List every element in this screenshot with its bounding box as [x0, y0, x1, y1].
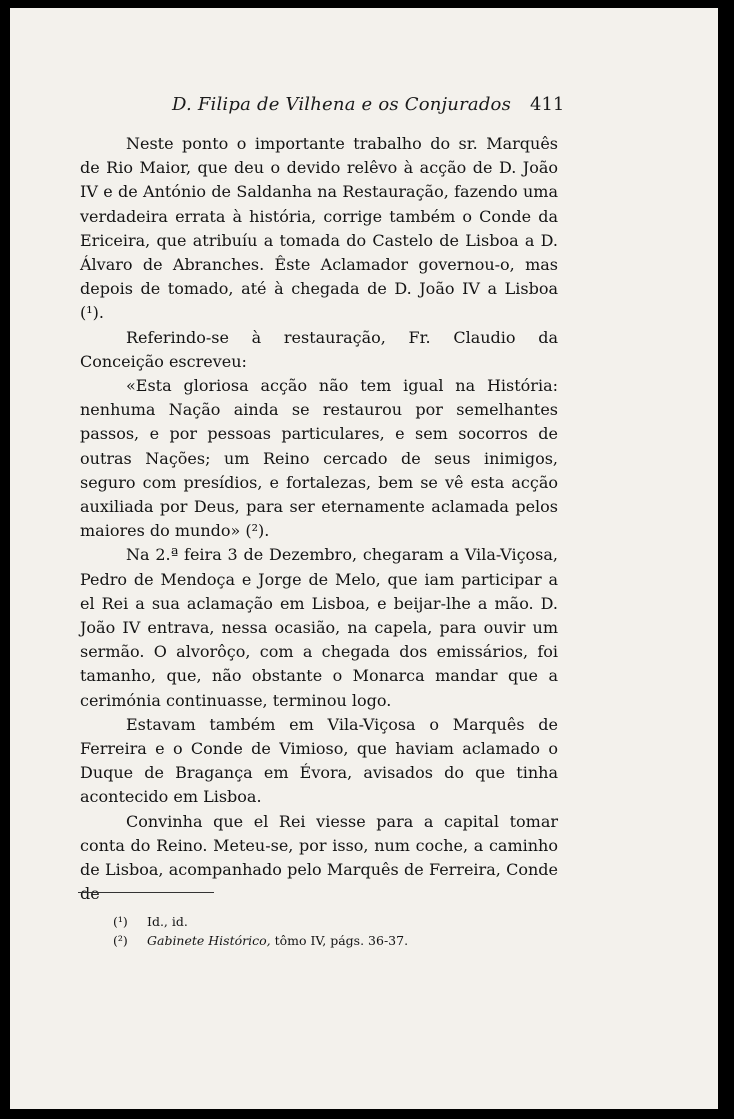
- footnote-1: [113, 912, 553, 931]
- paragraph: «Esta gloriosa acção não tem igual na História: nenhuma Nação ainda se restaurou por semelhantes passos, e por pessoas particulares, e sem socorros de outras Nações; um Reino cercado de seus inimigos, seguro com presídios, e fortalezas, bem se vê esta acção auxiliada por Deus, para ser eternamente aclamada pelos maiores do mundo» (²).: [80, 376, 558, 541]
- paragraph: Convinha que el Rei viesse para a capital tomar conta do Reino. Meteu-se, por isso, num coche, a caminho de Lisboa, acompanhado pelo Marquês de Ferreira, Conde de: [80, 811, 558, 904]
- paragraph: Neste ponto o importante trabalho do sr. Marquês de Rio Maior, que deu o devido relêvo à acção de D. João IV e de António de Saldanha na Restauração, fazendo uma verdadeira errata à história, corrige também o Conde da Ericeira, que atribuíu a tomada do Castelo de Lisboa a D. Álvaro de Abranches. Êste Aclamador governou-o, mas depois de tomado, até à chegada de D. João IV a Lisboa (¹).: [80, 134, 558, 323]
- footnote-text: tômo IV, págs. 36-37.: [270, 933, 409, 948]
- book-page: [10, 8, 718, 1109]
- paragraph: Estavam também em Vila-Viçosa o Marquês de Ferreira e o Conde de Vimioso, que haviam aclamado o Duque de Bragança em Évora, avisados do que tinha acontecido em Lisboa.: [80, 714, 558, 807]
- body-text: [80, 132, 558, 907]
- footnote-marker: (¹): [113, 914, 128, 929]
- footnote-marker: (²): [113, 933, 128, 948]
- footnote-text: Id., id.: [147, 914, 188, 929]
- page-number: 411: [530, 94, 565, 115]
- footnote-source-title: Gabinete Histórico,: [147, 933, 271, 948]
- paragraph: Referindo-se à restauração, Fr. Claudio da Conceição escreveu:: [80, 327, 558, 371]
- paragraph: Na 2.ª feira 3 de Dezembro, chegaram a Vila-Viçosa, Pedro de Mendoça e Jorge de Melo, que iam participar a el Rei a sua aclamação em Lisboa, e beijar-lhe a mão. D. João IV entrava, nessa ocasião, na capela, para ouvir um sermão. O alvorôço, com a chegada dos emissários, foi tamanho, que, não obstante o Monarca mandar que a cerimónia continuasse, terminou logo.: [80, 545, 558, 710]
- footnote-2: [113, 931, 553, 950]
- footnotes: [113, 912, 553, 950]
- page-header: [10, 94, 718, 122]
- running-title: D. Filipa de Vilhena e os Conjurados: [172, 94, 512, 115]
- footnote-divider: [78, 892, 214, 893]
